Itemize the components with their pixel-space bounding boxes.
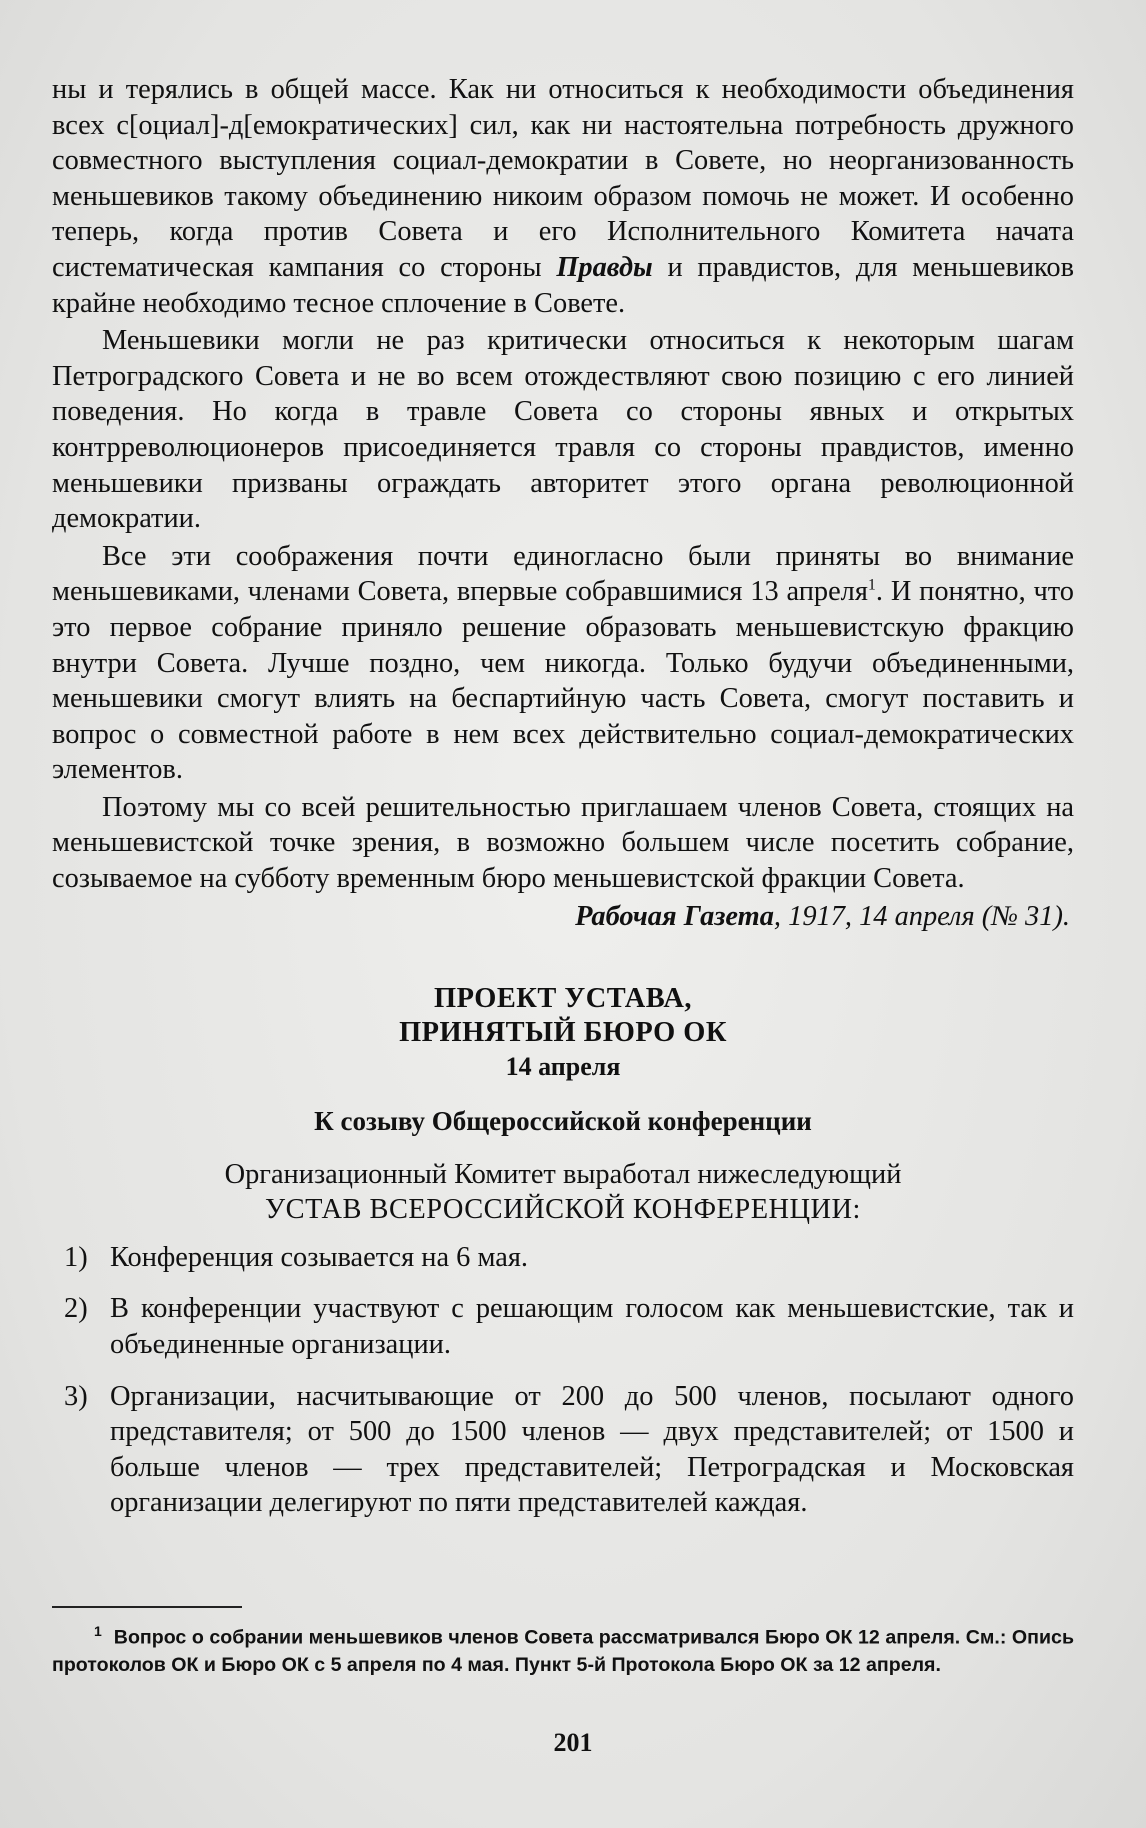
footnote-reference: 1 [867,576,876,594]
main-text [52,72,1074,1537]
paragraph-1: ны и терялись в общей массе. Как ни относиться к необходимости объединения всех с[оциал]-д[емократических] сил, как ни настоятельна потребность дружного совместного выступления социал-демократии в Совете, но неорганизованность меньшевиков такому объединению никоим образом помочь не может. И особенно теперь, когда против Совета и его Исполнительного Комитета начата систематическая кампания со стороны Правды и правдистов, для меньшевиков крайне необходимо тесное сплочение в Совете. [52,74,1074,319]
source-details: , 1917, 14 апреля (№ 31). [773,900,1070,932]
list-item-number: 3) [64,1380,88,1412]
section-title-line1: ПРОЕКТ УСТАВА, [433,983,692,1015]
list-item-text: Организации, насчитывающие от 200 до 500 членов, посылают одного представителя; от 500 до 1500 членов — двух представителей; от 1500 и больше членов — трех представителей; Петроградская и Московская организации делегируют по пяти представителей каждая. [110,1380,1074,1519]
paragraph-2: Меньшевики могли не раз критически относиться к некоторым шагам Петроградского Совета и не во всем отождествляют свою позицию с его линией поведения. Но когда в травле Совета со стороны явных и открытых контрреволюционеров присоединяется травля со стороны правдистов, именно меньшевики призваны ограждать авторитет этого органа революционной демократии. [52,325,1074,535]
section-date: 14 апреля [505,1052,621,1082]
footnote-divider [52,1606,242,1608]
source-name: Рабочая Газета [575,900,774,932]
list-item [52,1379,1074,1521]
list-item-text: Конференция созывается на 6 мая. [110,1241,528,1273]
paragraph-3: Все эти соображения почти единогласно были приняты во внимание меньшевиками, членами Совета, впервые собравшимися 13 апреля$^1$. И понятно, что это первое собрание приняло решение образовать меньшевистскую фракцию внутри Совета. Лучше поздно, чем никогда. Только будучи объединенными, меньшевики смогут влиять на беспартийную часть Совета, смогут поставить и вопрос о совместной работе в нем всех действительно социал-демократических элементов. [52,540,1074,786]
list-item-number: 2) [64,1293,88,1325]
source-citation [52,899,1074,935]
list-item [52,1240,1074,1276]
list-item-text: В конференции участвуют с решающим голосом как меньшевистские, так и объединенные организации. [110,1293,1074,1361]
charter-list [52,1240,1074,1521]
section-subtitle: К созыву Общероссийской конференции [314,1106,812,1137]
page-number: 201 [553,1728,593,1757]
footnote-mark: 1 [94,1623,102,1639]
section-title-line2: ПРИНЯТЫЙ БЮРО ОК [399,1017,727,1049]
footnote-text: Вопрос о собрании меньшевиков членов Совета рассматривался Бюро ОК 12 апреля. См.: Опись протоколов ОК и Бюро ОК с 5 апреля по 4 мая. Пункт 5-й Протокола Бюро ОК за 12 апреля. [52,1626,1074,1676]
footnote [52,1618,1074,1679]
list-item-number: 1) [64,1241,88,1273]
newspaper-title-pravda: Правды [556,251,653,283]
paragraph-4: Поэтому мы со всей решительностью приглашаем членов Совета, стоящих на меньшевистской точке зрения, в возможно большем числе посетить собрание, созываемое на субботу временным бюро меньшевистской фракции Совета. [52,791,1074,895]
intro-line: Организационный Комитет выработал нижеследующий [224,1159,902,1191]
list-item [52,1291,1074,1362]
charter-title: УСТАВ ВСЕРОССИЙСКОЙ КОНФЕРЕНЦИИ: [265,1194,861,1226]
